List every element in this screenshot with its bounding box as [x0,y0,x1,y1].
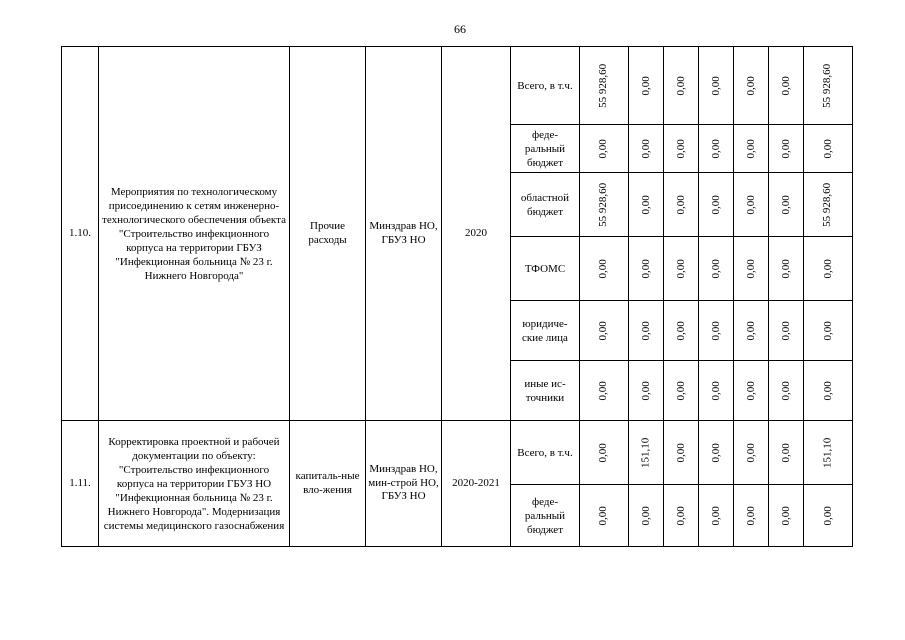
amount-cell [699,421,734,485]
funding-source-label: иные ис-точники [511,361,580,421]
amount-value: 0,00 [744,505,757,526]
amount-cell [769,125,804,173]
funding-source-label: Всего, в т.ч. [511,421,580,485]
amount-cell [769,361,804,421]
amount-cell [769,301,804,361]
amount-value: 0,00 [597,380,610,401]
amount-value: 55 928,60 [821,63,834,108]
amount-cell [804,485,853,547]
amount-cell [804,237,853,301]
amount-value: 0,00 [821,320,834,341]
amount-cell [580,237,629,301]
amount-cell [629,485,664,547]
amount-value: 0,00 [709,138,722,159]
amount-value: 0,00 [597,320,610,341]
amount-cell [629,47,664,125]
page-number: 66 [454,22,466,36]
amount-cell [734,361,769,421]
amount-value: 151,10 [821,437,834,468]
amount-cell [664,237,699,301]
amount-cell [699,47,734,125]
amount-value: 0,00 [821,138,834,159]
amount-value: 0,00 [744,442,757,463]
amount-cell [769,47,804,125]
amount-value: 0,00 [709,258,722,279]
amount-cell [664,47,699,125]
amount-cell [664,301,699,361]
amount-cell [804,47,853,125]
executor: Минздрав НО, мин-строй НО, ГБУЗ НО [366,421,442,547]
amount-cell [769,421,804,485]
amount-cell [629,421,664,485]
amount-cell [580,47,629,125]
amount-value: 0,00 [821,258,834,279]
amount-value: 0,00 [597,442,610,463]
amount-cell [580,173,629,237]
amount-value: 0,00 [674,194,687,215]
amount-value: 0,00 [674,320,687,341]
executor: Минздрав НО, ГБУЗ НО [366,47,442,421]
amount-value: 55 928,60 [821,182,834,227]
funding-source-label: юридиче-ские лица [511,301,580,361]
amount-cell [664,421,699,485]
table-row [62,47,853,125]
amount-cell [580,361,629,421]
amount-cell [580,421,629,485]
item-code: 1.11. [62,421,99,547]
amount-value: 0,00 [821,380,834,401]
amount-cell [804,173,853,237]
amount-cell [804,125,853,173]
amount-value: 0,00 [639,320,652,341]
amount-cell [629,237,664,301]
amount-cell [699,237,734,301]
amount-value: 0,00 [779,258,792,279]
expense-type: капиталь-ные вло-жения [290,421,366,547]
amount-cell [804,421,853,485]
amount-cell [734,301,769,361]
amount-cell [580,485,629,547]
amount-cell [699,361,734,421]
amount-value: 55 928,60 [597,182,610,227]
amount-cell [769,237,804,301]
amount-value: 0,00 [639,75,652,96]
period: 2020 [442,47,511,421]
amount-cell [769,173,804,237]
amount-value: 0,00 [674,138,687,159]
amount-value: 0,00 [597,505,610,526]
amount-value: 0,00 [709,194,722,215]
amount-cell [664,485,699,547]
amount-value: 0,00 [674,258,687,279]
amount-cell [769,485,804,547]
amount-value: 0,00 [639,258,652,279]
amount-cell [629,301,664,361]
item-code: 1.10. [62,47,99,421]
funding-source-label: феде-ральный бюджет [511,485,580,547]
amount-value: 0,00 [744,320,757,341]
table-row [62,421,853,485]
expense-type: Прочие расходы [290,47,366,421]
amount-value: 0,00 [744,380,757,401]
item-description: Корректировка проектной и рабочей документации по объекту: "Строительство инфекционного корпуса на территории ГБУЗ НО "Инфекционная больница № 23 г. Нижнего Новгорода". Модернизация системы медицинского газоснабжения [99,421,290,547]
amount-value: 0,00 [821,505,834,526]
amount-cell [734,237,769,301]
amount-cell [580,301,629,361]
amount-value: 0,00 [674,442,687,463]
amount-cell [734,173,769,237]
program-budget-table [61,46,853,547]
period: 2020-2021 [442,421,511,547]
funding-source-label: областной бюджет [511,173,580,237]
amount-value: 0,00 [709,442,722,463]
amount-value: 0,00 [779,442,792,463]
item-description: Мероприятия по технологическому присоединению к сетям инженерно-технологического обеспечения объекта "Строительство инфекционного корпуса на территории ГБУЗ "Инфекционная больница № 23 г. Нижнего Новгорода" [99,47,290,421]
amount-cell [629,173,664,237]
amount-value: 0,00 [779,138,792,159]
amount-value: 0,00 [674,75,687,96]
amount-cell [804,301,853,361]
amount-value: 0,00 [709,380,722,401]
amount-value: 0,00 [709,75,722,96]
funding-source-label: ТФОМС [511,237,580,301]
amount-value: 0,00 [674,505,687,526]
amount-value: 0,00 [779,194,792,215]
amount-cell [734,421,769,485]
amount-cell [699,485,734,547]
amount-value: 0,00 [709,320,722,341]
amount-cell [699,173,734,237]
amount-cell [699,301,734,361]
amount-cell [699,125,734,173]
funding-source-label: Всего, в т.ч. [511,47,580,125]
amount-cell [804,361,853,421]
amount-value: 0,00 [779,320,792,341]
amount-cell [629,361,664,421]
amount-value: 0,00 [639,505,652,526]
amount-value: 0,00 [744,138,757,159]
amount-value: 55 928,60 [597,63,610,108]
amount-value: 0,00 [674,380,687,401]
amount-value: 0,00 [744,194,757,215]
amount-value: 0,00 [709,505,722,526]
amount-cell [734,47,769,125]
amount-cell [734,485,769,547]
amount-value: 0,00 [779,505,792,526]
amount-value: 0,00 [639,138,652,159]
amount-cell [664,125,699,173]
amount-value: 0,00 [639,380,652,401]
amount-value: 0,00 [744,75,757,96]
amount-value: 0,00 [744,258,757,279]
amount-value: 0,00 [779,75,792,96]
amount-value: 0,00 [779,380,792,401]
amount-value: 0,00 [597,258,610,279]
amount-value: 0,00 [597,138,610,159]
amount-cell [629,125,664,173]
funding-source-label: феде-ральный бюджет [511,125,580,173]
amount-value: 0,00 [639,194,652,215]
amount-cell [580,125,629,173]
amount-cell [664,361,699,421]
amount-cell [734,125,769,173]
amount-value: 151,10 [639,437,652,468]
amount-cell [664,173,699,237]
